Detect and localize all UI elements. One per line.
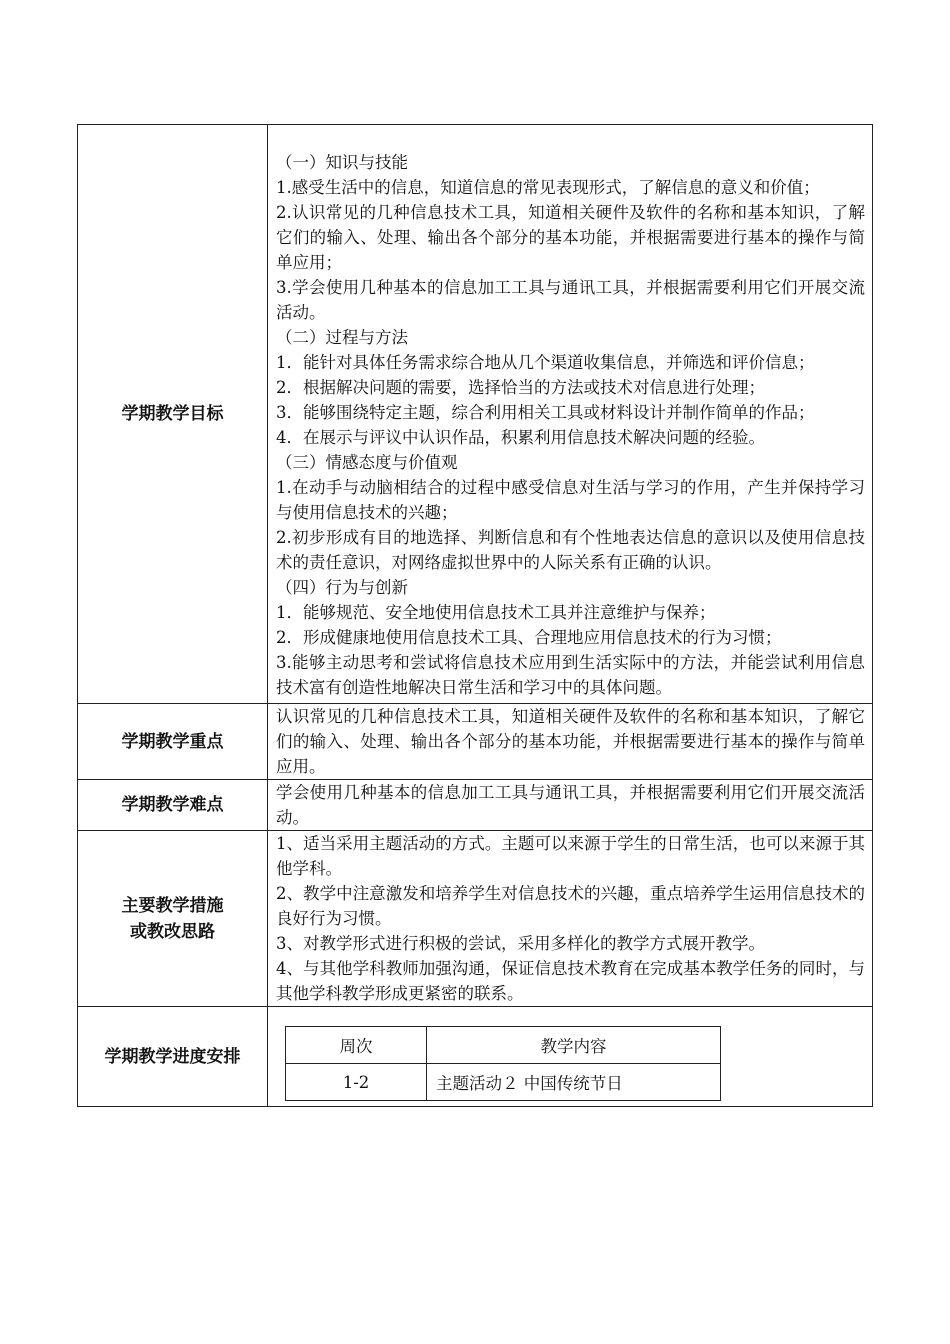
goals-line: 3.学会使用几种基本的信息加工工具与通讯工具，并根据需要利用它们开展交流活动。 — [276, 278, 865, 322]
table-row — [286, 1064, 721, 1101]
row-key-points — [78, 704, 873, 780]
goals-line: 2.认识常见的几种信息技术工具，知道相关硬件及软件的名称和基本知识，了解它们的输入、处理、输出各个部分的基本功能，并根据需要进行基本的操作与简单应用； — [276, 203, 865, 272]
goals-line: 2．形成健康地使用信息技术工具、合理地应用信息技术的行为习惯； — [276, 628, 782, 647]
schedule-topic: 主题活动２ 中国传统节日 — [427, 1064, 721, 1101]
goals-line: 1．能够规范、安全地使用信息技术工具并注意维护与保养； — [276, 603, 716, 622]
measures-line: 3、对教学形式进行积极的尝试，采用多样化的教学方式展开教学。 — [276, 934, 765, 953]
goals-line: 1.在动手与动脑相结合的过程中感受信息对生活与学习的作用，产生并保持学习与使用信息技术的兴趣； — [276, 478, 865, 522]
label-goals: 学期教学目标 — [78, 125, 268, 704]
difficulties-text: 学会使用几种基本的信息加工工具与通讯工具，并根据需要利用它们开展交流活动。 — [276, 783, 865, 827]
row-schedule — [78, 1007, 873, 1107]
key-points-content — [268, 704, 873, 780]
measures-line: 2、教学中注意激发和培养学生对信息技术的兴趣，重点培养学生运用信息技术的良好行为习惯。 — [276, 884, 865, 928]
goals-line: 2．根据解决问题的需要，选择恰当的方法或技术对信息进行处理； — [276, 378, 765, 397]
goals-line: 2.初步形成有目的地选择、判断信息和有个性地表达信息的意识以及使用信息技术的责任意识，对网络虚拟世界中的人际关系有正确的认识。 — [276, 528, 865, 572]
goals-line: （三）情感态度与价值观 — [276, 453, 458, 472]
header-week: 周次 — [286, 1027, 427, 1064]
measures-line: 1、适当采用主题活动的方式。主题可以来源于学生的日常生活，也可以来源于其他学科。 — [276, 834, 865, 878]
label-key-points: 学期教学重点 — [78, 704, 268, 780]
goals-line: （四）行为与创新 — [276, 578, 408, 597]
semester-plan-table — [77, 124, 873, 1107]
label-difficulties: 学期教学难点 — [78, 780, 268, 831]
row-measures — [78, 831, 873, 1007]
difficulties-content — [268, 780, 873, 831]
goals-line: 4．在展示与评议中认识作品，积累利用信息技术解决问题的经验。 — [276, 428, 765, 447]
header-content: 教学内容 — [427, 1027, 721, 1064]
schedule-week: 1-2 — [286, 1064, 427, 1101]
goals-content — [268, 125, 873, 704]
row-difficulties — [78, 780, 873, 831]
label-measures-line2: 或教改思路 — [130, 921, 215, 942]
label-measures-line1: 主要教学措施 — [121, 895, 224, 916]
schedule-table — [285, 1026, 721, 1101]
goals-line: 3．能够围绕特定主题，综合利用相关工具或材料设计并制作简单的作品； — [276, 403, 815, 422]
goals-line: （二）过程与方法 — [276, 328, 408, 347]
label-schedule: 学期教学进度安排 — [78, 1007, 268, 1107]
goals-line: 1．能针对具体任务需求综合地从几个渠道收集信息，并筛选和评价信息； — [276, 353, 815, 372]
goals-line: （一）知识与技能 — [276, 153, 408, 172]
measures-content — [268, 831, 873, 1007]
goals-line: 3.能够主动思考和尝试将信息技术应用到生活实际中的方法，并能尝试利用信息技术富有创造性地解决日常生活和学习中的具体问题。 — [276, 653, 865, 697]
label-measures — [78, 831, 268, 1007]
schedule-header-row — [286, 1027, 721, 1064]
measures-line: 4、与其他学科教师加强沟通，保证信息技术教育在完成基本教学任务的同时，与其他学科教学形成更紧密的联系。 — [276, 959, 865, 1003]
key-points-text: 认识常见的几种信息技术工具，知道相关硬件及软件的名称和基本知识，了解它们的输入、处理、输出各个部分的基本功能，并根据需要进行基本的操作与简单应用。 — [276, 707, 865, 776]
schedule-content — [268, 1007, 873, 1107]
row-goals — [78, 125, 873, 704]
goals-line: 1.感受生活中的信息，知道信息的常见表现形式，了解信息的意义和价值； — [276, 178, 820, 197]
